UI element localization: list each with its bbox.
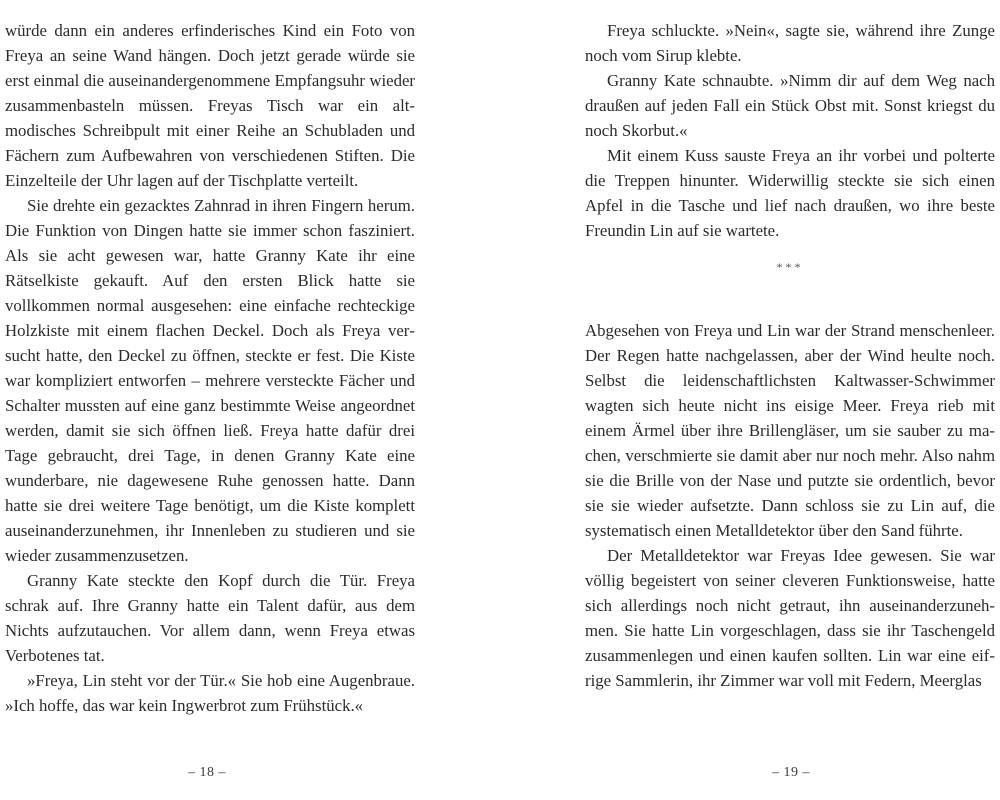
paragraph: Freya schluckte. »Nein«, sagte sie, während ihre Zunge noch vom Sirup klebte.: [585, 21, 995, 65]
paragraph: Granny Kate steckte den Kopf durch die Tür. Freya schrak auf. Ihre Granny hatte ein Talent dafür, aus dem Nichts aufzutauchen. Vor allem dann, wenn Freya etwas Verbotenes tat.: [5, 571, 415, 665]
left-page: [5, 18, 415, 718]
page-number-left: – 18 –: [188, 765, 226, 780]
paragraph: Mit einem Kuss sauste Freya an ihr vorbei und polterte die Treppen hinunter. Widerwillig steckte sie sich einen Apfel in die Tasche und lief nach draußen, wo ihre beste Freundin Lin auf sie wartete.: [585, 146, 995, 240]
paragraph: Der Metalldetektor war Freyas Idee gewesen. Sie war völlig begeistert von seiner cleveren Funktionsweise, hatte sich allerdings noch nicht getraut, ihn auseinanderzunehmen. Sie hatte Lin vorgeschlagen, dass sie ihr Taschengeld zusammenlegen und einen kaufen sollten. Lin war eine eifrige Sammlerin, ihr Zimmer war voll mit Federn, Meerglas: [585, 546, 995, 690]
paragraph: Abgesehen von Freya und Lin war der Strand menschenleer. Der Regen hatte nachgelassen, aber der Wind heulte noch. Selbst die leidenschaftlichsten Kaltwasser-Schwimmer wagten sich heute nicht ins eisige Meer. Freya rieb mit einem Ärmel über ihre Brillengläser, um sie sauber zu machen, verschmierte sie damit aber nur noch mehr. Also nahm sie die Brille von der Nase und putzte sie ordentlich, bevor sie sie wieder aufsetzte. Dann schloss sie zu Lin auf, die systematisch einen Metalldetektor über den Sand führte.: [585, 321, 995, 540]
section-separator: ***: [776, 260, 804, 274]
paragraph: würde dann ein anderes erfinderisches Kind ein Foto von Freya an seine Wand hängen. Doch jetzt gerade würde sie erst einmal die auseinandergenommene Empfangsuhr wieder zusammenbasteln müssen. Freyas Tisch war ein altmodisches Schreibpult mit einer Reihe an Schubladen und Fächern zum Aufbewahren von verschiedenen Stiften. Die Einzelteile der Uhr lagen auf der Tischplatte verteilt.: [5, 21, 415, 190]
paragraph: »Freya, Lin steht vor der Tür.« Sie hob eine Augenbraue. »Ich hoffe, das war kein Ingwerbrot zum Frühstück.«: [5, 671, 415, 715]
paragraph: Granny Kate schnaubte. »Nimm dir auf dem Weg nach draußen auf jeden Fall ein Stück Obst mit. Sonst kriegst du noch Skorbut.«: [585, 71, 995, 140]
page-number-right: – 19 –: [772, 765, 810, 780]
right-page: [585, 18, 995, 693]
paragraph: Sie drehte ein gezacktes Zahnrad in ihren Fingern herum. Die Funktion von Dingen hatte sie immer schon fasziniert. Als sie acht gewesen war, hatte Granny Kate ihr eine Rätselkiste gekauft. Auf den ersten Blick hatte sie vollkommen normal ausgesehen: eine einfache rechteckige Holzkiste mit einem flachen Deckel. Doch als Freya versucht hatte, den Deckel zu öffnen, steckte er fest. Die Kiste war kompliziert entworfen – mehrere versteckte Fächer und Schalter mussten auf eine ganz bestimmte Weise angeordnet werden, damit sie sich öffnen ließ. Freya hatte dafür drei Tage gebraucht, drei Tage, in denen Granny Kate eine wunderbare, nie dagewesene Ruhe genossen hatte. Dann hatte sie drei weitere Tage benötigt, um die Kiste komplett auseinanderzunehmen, ihr Innenleben zu studieren und sie wieder zusammenzusetzen.: [5, 196, 415, 565]
